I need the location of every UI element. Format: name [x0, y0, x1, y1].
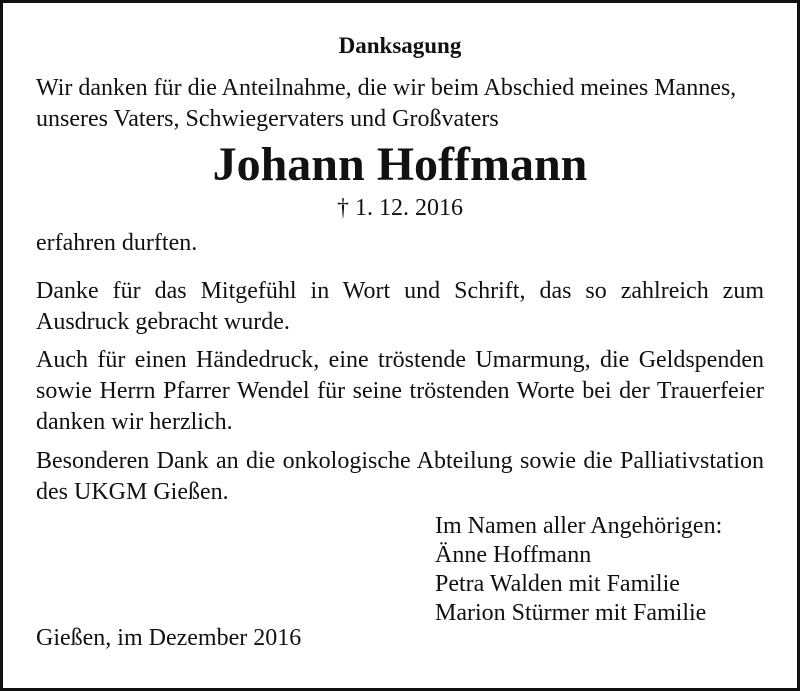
thanks-paragraph-1: Danke für das Mitgefühl in Wort und Schrift, das so zahlreich zum Ausdruck gebracht wurde.: [36, 278, 764, 335]
deceased-name: Johann Hoffmann: [212, 138, 588, 191]
thanks-paragraph-3: Besonderen Dank an die onkologische Abteilung sowie die Palliativstation des UKGM Gießen.: [36, 448, 764, 505]
place-and-date: Gießen, im Dezember 2016: [36, 625, 302, 651]
signature-block: [435, 512, 722, 628]
thanks-paragraph-2: Auch für einen Händedruck, eine tröstende Umarmung, die Geldspenden sowie Herrn Pfarrer Wendel für seine tröstenden Worte bei der Trauerfeier danken wir herzlich.: [36, 347, 764, 435]
death-date: † 1. 12. 2016: [337, 195, 463, 221]
signature-name: Petra Walden mit Familie: [435, 571, 680, 597]
after-name-text: erfahren durften.: [36, 230, 198, 256]
signature-intro: Im Namen aller Angehörigen:: [435, 513, 723, 539]
signature-name: Marion Stürmer mit Familie: [435, 600, 707, 626]
intro-text: Wir danken für die Anteilnahme, die wir beim Abschied meines Mannes, unseres Vaters, Schwiegervaters und Großvaters: [36, 75, 737, 132]
signature-name: Änne Hoffmann: [435, 542, 592, 568]
notice-heading: Danksagung: [338, 33, 462, 58]
